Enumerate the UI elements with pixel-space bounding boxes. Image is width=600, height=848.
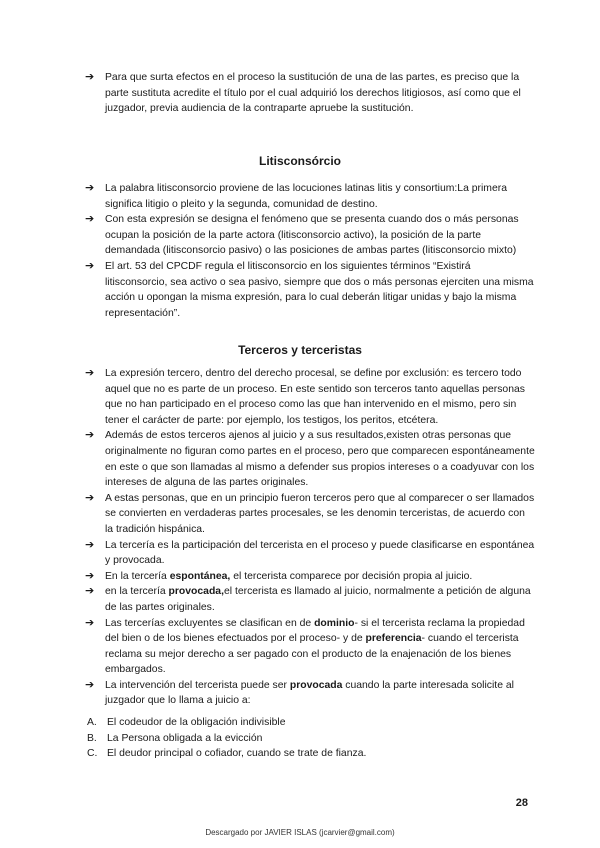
list-item: C. El deudor principal o cofiador, cuando se trate de fianza. [85,746,535,762]
arrow-bullet-icon: ➔ [85,538,95,551]
arrow-bullet-icon: ➔ [85,71,95,83]
list-item: ➔ La intervención del tercerista puede ser provocada cuando la parte interesada solicite al juzgador que lo llama a juicio a: [85,678,514,707]
list-item: ➔ Las tercerías excluyentes se clasifican en de dominio- si el tercerista reclama la propiedad del bien o de los bienes efectuados por el proceso- y de preferencia- cuando el tercerista reclama su mejor derecho a ser pagado con el producto de la enajenación de los bienes embargados. [85,616,525,676]
arrow-bullet-icon: ➔ [85,213,95,226]
list-item: ➔ en la tercería provocada,el tercerista es llamado al juicio, normalmente a petición de alguna de las partes originales. [85,585,531,613]
lettered-list [85,715,535,762]
page-number: 28 [515,797,528,809]
arrow-bullet-icon: ➔ [85,429,95,442]
list-item: ➔ Para que surta efectos en el proceso la sustitución de una de las partes, es preciso que la parte sustituta acredite el título por el cual adquirió los derechos litigiosos, así como que el juzgador, previa audiencia de la contraparte apruebe la sustitución. [85,71,521,115]
list-item: ➔ La tercería es la participación del tercerista en el proceso y puede clasificarse en espontánea y provocada. [85,538,535,567]
intro-list [85,70,535,117]
arrow-bullet-icon: ➔ [85,259,95,272]
list-item: ➔ En la tercería espontánea, el tercerista comparece por decisión propia al juicio. [85,569,535,585]
list-item: ➔ El art. 53 del CPCDF regula el litisconsorcio en los siguientes términos “Existirá litisconsorcio, sea activo o sea pasivo, siempre que dos o más personas ejerciten una misma acción u opongan la misma expresión, para lo cual deberán litigar unidas y bajo la misma representación”. [85,259,534,319]
list-item: ➔ Además de estos terceros ajenos al juicio y a sus resultados,existen otras personas que originalmente no figuran como partes en el proceso, pero que comparecen espontáneamente en este o que son llamadas al mismo a defender sus propios intereses o a coadyuvar con los intereses de alguna de las partes originales. [85,429,535,489]
arrow-bullet-icon: ➔ [85,678,95,691]
list-item: ➔ A estas personas, que en un principio fueron terceros pero que al comparecer o ser llamados se convierten en verdaderas partes procesales, se les denomin terceristas, de acuerdo con la tradición hispánica. [85,491,535,535]
arrow-bullet-icon: ➔ [85,491,95,504]
download-footer: Descargado por JAVIER ISLAS (jcarvier@gmail.com) [205,828,395,837]
list-item: A. El codeudor de la obligación indivisible [85,715,535,731]
arrow-bullet-icon: ➔ [85,569,95,582]
list-item: ➔ La palabra litisconsorcio proviene de las locuciones latinas litis y consortium:La primera significa litigio o pleito y la segunda, comunidad de destino. [85,182,507,210]
list-item: ➔ La expresión tercero, dentro del derecho procesal, se define por exclusión: es tercero todo aquel que no es parte de un proceso. En este sentido son terceros tanto aquellas personas que no han participado en el proceso como las que han intervenido en el mismo, pero sin tener el carácter de parte: por ejemplo, los testigos, los peritos, etcétera. [85,367,525,426]
arrow-bullet-icon: ➔ [85,182,95,194]
list-letter: A. [87,717,97,728]
section-heading-terceros: Terceros y terceristas [238,343,362,357]
section-heading-litisconsorcio: Litisconsórcio [258,154,341,168]
arrow-bullet-icon: ➔ [85,616,95,629]
arrow-bullet-icon: ➔ [85,367,95,379]
litisconsorcio-list [85,181,535,321]
list-item: ➔ Con esta expresión se designa el fenómeno que se presenta cuando dos o más personas ocupan la posición de la parte actora (litisconsorcio activo), la posición de la parte demandada (litisconsorcio pasivo) o las posiciones de ambas partes (litisconsorcio mixto) [85,213,519,257]
terceros-list [85,366,535,709]
list-item: B. La Persona obligada a la evicción [85,731,535,747]
list-letter: C. [87,748,98,760]
arrow-bullet-icon: ➔ [85,585,95,598]
list-letter: B. [87,732,97,744]
